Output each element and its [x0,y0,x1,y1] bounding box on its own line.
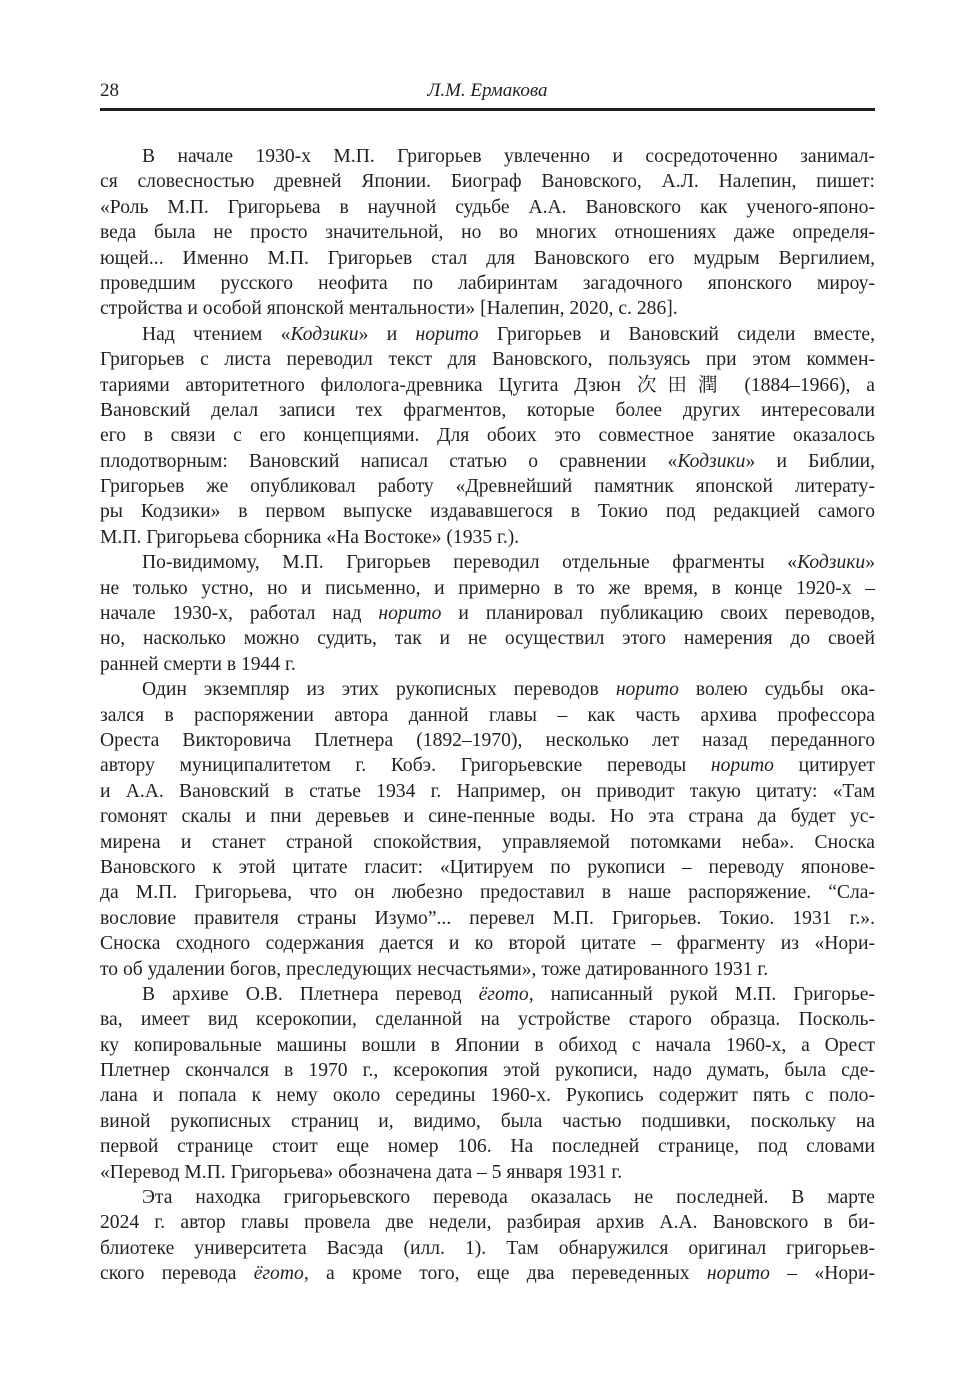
text-run: Григорьев с листа переводил текст для Вановского, пользуясь при этом коммен- [100,349,875,371]
text-run: – «Нори- [769,1263,875,1285]
text-line [100,525,875,550]
text-line [100,1160,875,1185]
text-run: Сноска сходного содержания дается и ко второй цитате – фрагменту из «Нори- [100,933,875,955]
text-line [100,1109,875,1134]
text-line [100,728,875,753]
text-run: но, насколько можно судить, так и не осуществил этого намерения до своей [100,628,875,650]
text-run: ва, имеет вид ксерокопии, сделанной на устройстве старого образца. Посколь- [100,1009,875,1031]
text-line [100,1134,875,1159]
text-run: , написанный рукой М.П. Григорье- [528,983,875,1005]
text-line [100,499,875,524]
text-line [100,474,875,499]
text-line [100,1236,875,1261]
paragraph [100,982,875,1185]
text-run: Один экземпляр из этих рукописных переводов [142,679,616,701]
text-run: Эта находка григорьевского перевода оказалась не последней. В марте [142,1187,875,1209]
italic-term: ёгото [478,983,529,1005]
paragraph [100,144,875,322]
text-line [100,1185,875,1210]
header-divider [100,108,875,111]
text-run: Григорьев же опубликовал работу «Древнейший памятник японской литерату- [100,476,875,498]
italic-term: норито [710,755,774,777]
text-run: В архиве О.В. Плетнера перевод [142,983,479,1005]
text-line [100,373,875,398]
text-line [100,246,875,271]
text-line [100,322,875,347]
text-run: тариями авторитетного филолога-древника Цугита Дзюн 次田潤 (1884–1966), а [100,374,875,396]
italic-term: Кодзики [677,450,746,472]
text-run: » и [358,323,416,345]
text-line [100,296,875,321]
text-run: ского перевода [100,1263,254,1285]
text-run: цитирует [773,755,875,777]
text-run: стройства и особой японской ментальности» [Налепин, 2020, с. 286]. [100,298,678,320]
paragraph [100,322,875,551]
text-line [100,169,875,194]
text-run: то об удалении богов, преследующих несчастьями», тоже датированного 1931 г. [100,958,769,980]
text-line [100,677,875,702]
text-line [100,982,875,1007]
italic-term: ёгото [253,1263,304,1285]
text-run: » и Библии, [745,450,875,472]
text-run: Плетнер скончался в 1970 г., ксерокопия этой рукописи, надо думать, была сде- [100,1060,875,1082]
text-run: Ореста Викторовича Плетнера (1892–1970), несколько лет назад переданного [100,729,875,751]
text-run: начале 1930-х, работал над [100,603,379,625]
text-run: Вановский делал записи тех фрагментов, которые более других интересовали [100,399,875,421]
text-line [100,550,875,575]
text-run: Над чтением « [142,323,291,345]
text-line [100,1007,875,1032]
text-line [100,195,875,220]
text-run: мирена и станет страной спокойствия, управляемой потомками неба». Сноска [100,831,875,853]
text-line [100,601,875,626]
text-run: и планировал публикацию своих переводов, [441,603,875,625]
text-line [100,449,875,474]
text-run: веда была не просто значительной, но во многих отношениях даже определя- [100,222,875,244]
text-run: ку копировальные машины вошли в Японии в обиход с начала 1960-х, а Орест [100,1034,875,1056]
paragraph [100,677,875,982]
italic-term: Кодзики [797,552,866,574]
italic-term: норито [378,603,442,625]
text-run: его в связи с его концепциями. Для обоих это совместное занятие оказалось [100,425,875,447]
text-run: вословие правителя страны Изумо”... перевел М.П. Григорьев. Токио. 1931 г.». [100,907,875,929]
text-run: гомонят скалы и пни деревьев и сине-пенные воды. Но эта страна да будет ус- [100,806,875,828]
text-run: плодотворным: Вановский написал статью о сравнении « [100,450,678,472]
text-run: проведшим русского неофита по лабиринтам загадочного японского мироу- [100,272,875,294]
text-run: Вановского к этой цитате гласит: «Цитируем по рукописи – переводу японове- [100,856,875,878]
text-line [100,753,875,778]
text-line [100,1058,875,1083]
text-run: да М.П. Григорьева, что он любезно предоставил в наше распоряжение. “Сла- [100,882,875,904]
text-run: ющей... Именно М.П. Григорьев стал для Вановского его мудрым Вергилием, [100,247,875,269]
text-line [100,880,875,905]
text-line [100,1083,875,1108]
text-run: М.П. Григорьева сборника «На Востоке» (1935 г.). [100,526,520,548]
text-run: лана и попала к нему около середины 1960-х. Рукопись содержит пять с поло- [100,1085,875,1107]
text-line [100,423,875,448]
text-run: Григорьев и Вановский сидели вместе, [478,323,875,345]
page-number: 28 [100,80,119,101]
text-line [100,1261,875,1286]
text-line [100,830,875,855]
italic-term: норито [706,1263,770,1285]
text-line [100,144,875,169]
text-run: виной рукописных страниц и, видимо, была частью подшивки, поскольку на [100,1110,875,1132]
text-run: 2024 г. автор главы провела две недели, разбирая архив А.А. Вановского в би- [100,1212,875,1234]
running-title-author: Л.М. Ермакова [427,80,548,101]
text-line [100,906,875,931]
text-line [100,576,875,601]
text-line [100,703,875,728]
text-run: В начале 1930-х М.П. Григорьев увлеченно и сосредоточенно занимал- [142,146,875,167]
text-line [100,1033,875,1058]
text-run: не только устно, но и письменно, и примерно в то же время, в конце 1920-х – [100,577,875,599]
text-line [100,398,875,423]
paragraph [100,1185,875,1287]
paragraph [100,550,875,677]
text-run: блиотеке университета Васэда (илл. 1). Там обнаружился оригинал григорьев- [100,1237,875,1259]
text-line [100,779,875,804]
text-line [100,931,875,956]
text-run: волею судьбы ока- [678,679,875,701]
text-run: , а кроме того, еще два переведенных [303,1263,707,1285]
body-text [100,144,875,1287]
text-line [100,626,875,651]
text-run: ся словесностью древней Японии. Биограф Вановского, А.Л. Налепин, пишет: [100,171,875,193]
text-run: зался в распоряжении автора данной главы – как часть архива профессора [100,704,875,726]
text-run: «Перевод М.П. Григорьева» обозначена дата – 5 января 1931 г. [100,1161,623,1183]
text-run: ры Кодзики» в первом выпуске издававшегося в Токио под редакцией самого [100,501,875,523]
text-line [100,220,875,245]
text-line [100,347,875,372]
text-line [100,1210,875,1235]
text-run: «Роль М.П. Григорьева в научной судьбе А.А. Вановского как ученого-японо- [100,196,875,218]
italic-term: Кодзики [290,323,359,345]
text-line [100,271,875,296]
text-run: и А.А. Вановский в статье 1934 г. Например, он приводит такую цитату: «Там [100,780,875,802]
text-line [100,804,875,829]
text-line [100,957,875,982]
text-line [100,855,875,880]
text-run: » [865,552,875,574]
text-run: ранней смерти в 1944 г. [100,653,296,675]
italic-term: норито [615,679,679,701]
text-line [100,652,875,677]
text-run: автору муниципалитетом г. Кобэ. Григорьевские переводы [100,755,711,777]
italic-term: норито [415,323,479,345]
text-run: первой странице стоит еще номер 106. На последней странице, под словами [100,1136,875,1158]
text-run: По-видимому, М.П. Григорьев переводил отдельные фрагменты « [142,552,798,574]
page-header [100,78,875,104]
